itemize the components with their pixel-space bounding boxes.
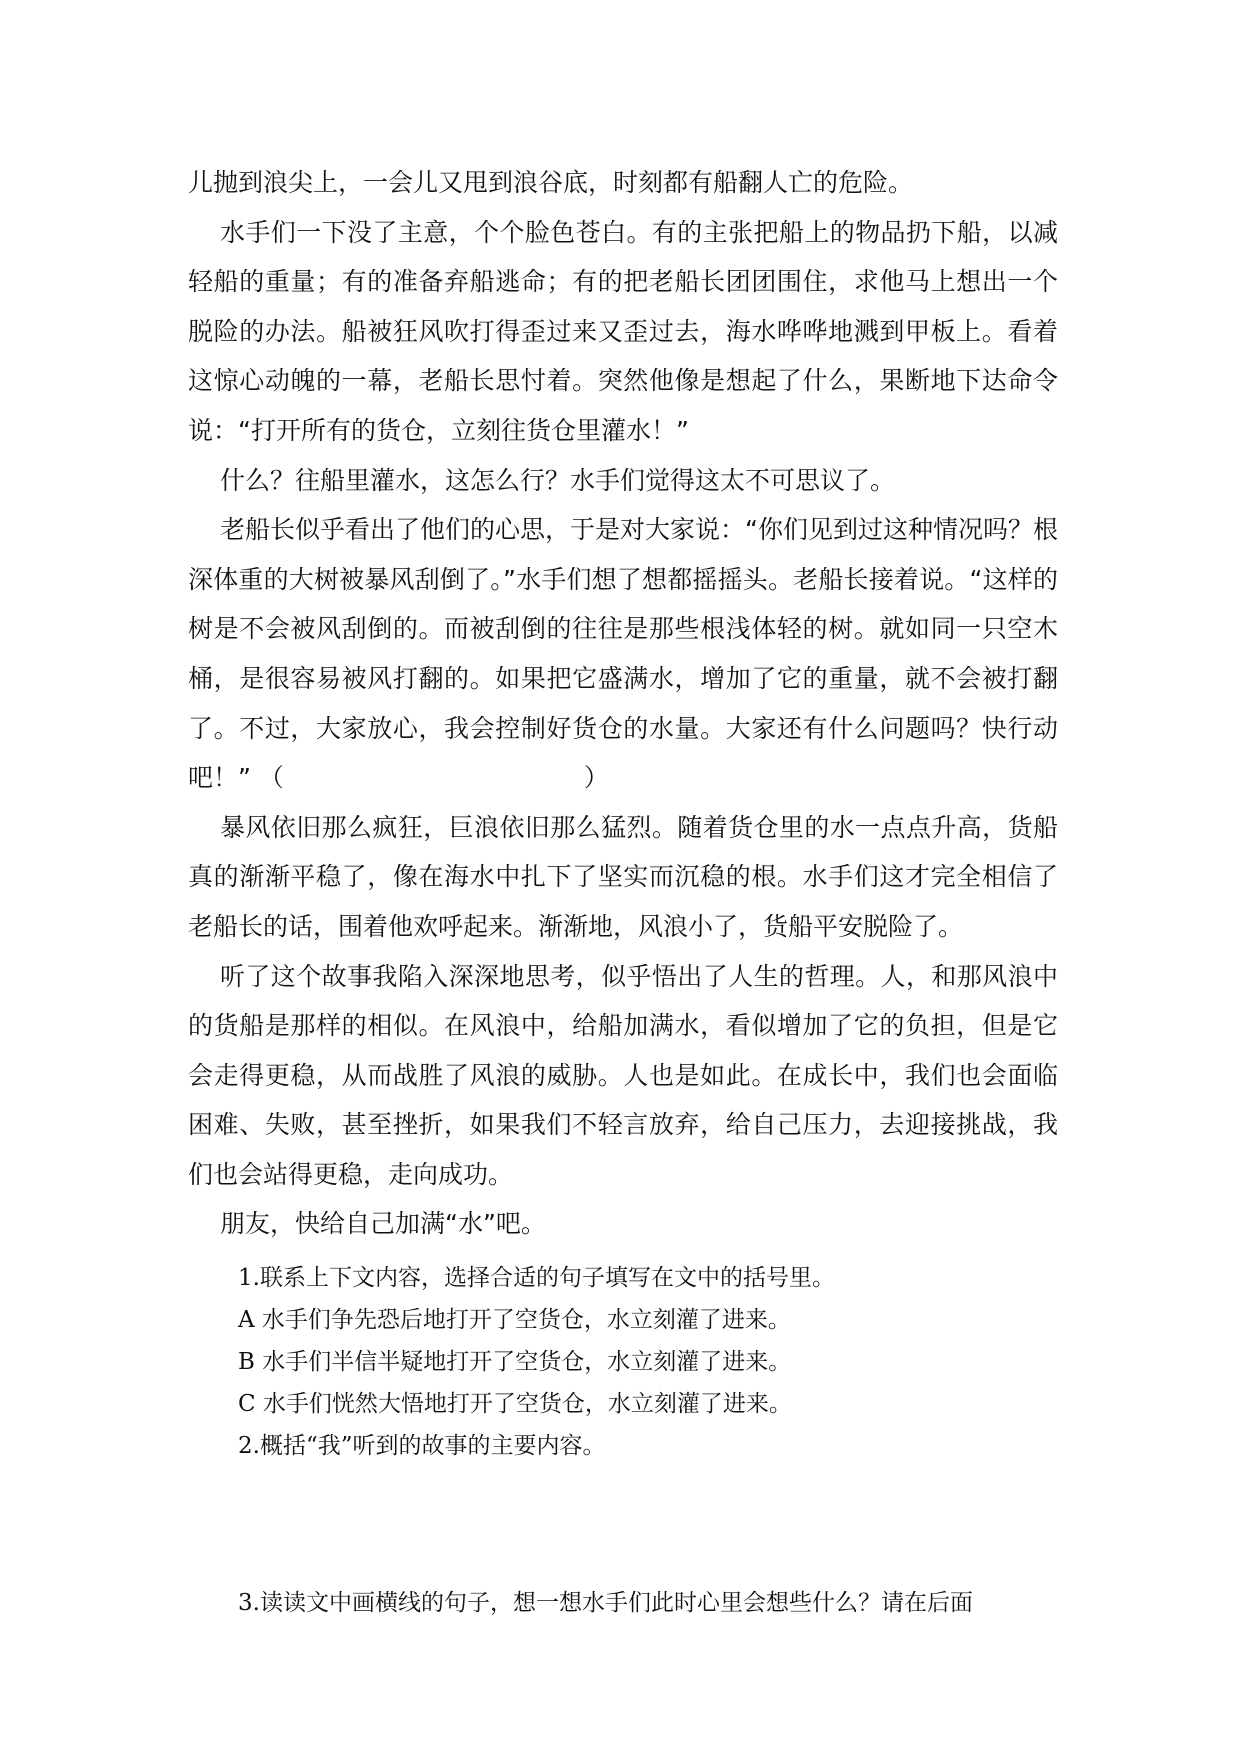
story-paragraph: 水手们一下没了主意，个个脸色苍白。有的主张把船上的物品扔下船，以减轻船的重量；有的准备弃船逃命；有的把老船长团团围住，求他马上想出一个脱险的办法。船被狂风吹打得歪过来又歪过去，海水哗哗地溅到甲板上。看着这惊心动魄的一幕，老船长思忖着。突然他像是想起了什么，果断地下达命令说：“打开所有的货仓，立刻往货仓里灌水！” (188, 217, 1058, 445)
story-paragraph: 暴风依旧那么疯狂，巨浪依旧那么猛烈。随着货仓里的水一点点升高，货船真的渐渐平稳了，像在海水中扎下了坚实而沉稳的根。水手们这才完全相信了老船长的话，围着他欢呼起来。渐渐地，风浪小了，货船平安脱险了。 (188, 812, 1058, 941)
question-1: 1.联系上下文内容，选择合适的句子填写在文中的括号里。 (238, 1265, 835, 1291)
story-paragraph-with-blank (188, 505, 1058, 803)
story-paragraph: 老船长似乎看出了他们的心思，于是对大家说：“你们见到过这种情况吗？根深体重的大树被暴风刮倒了。”水手们想了想都摇摇头。老船长接着说。“这样的树是不会被风刮倒的。而被刮倒的往往是那些根浅体轻的树。就如同一只空木桶，是很容易被风打翻的。如果把它盛满水，增加了它的重量，就不会被打翻了。不过，大家放心，我会控制好货仓的水量。大家还有什么问题吗？快行动吧！” (188, 515, 1058, 793)
question-2: 2.概括“我”听到的故事的主要内容。 (238, 1433, 606, 1459)
question-3: 3.读读文中画横线的句子，想一想水手们此时心里会想些什么？请在后面 (238, 1590, 973, 1616)
story-paragraph: 听了这个故事我陷入深深地思考，似乎悟出了人生的哲理。人，和那风浪中的货船是那样的相似。在风浪中，给船加满水，看似增加了它的负担，但是它会走得更稳，从而战胜了风浪的威胁。人也是如此。在成长中，我们也会面临困难、失败，甚至挫折，如果我们不轻言放弃，给自己压力，去迎接挑战，我们也会站得更稳，走向成功。 (188, 961, 1058, 1189)
story-paragraph: 朋友，快给自己加满“水”吧。 (220, 1209, 546, 1239)
answer-blank-close: ） (583, 763, 609, 793)
question-1-option-c: C 水手们恍然大悟地打开了空货仓，水立刻灌了进来。 (238, 1391, 792, 1417)
story-paragraph: 儿抛到浪尖上，一会儿又甩到浪谷底，时刻都有船翻人亡的危险。 (188, 168, 914, 197)
story-text (188, 158, 1058, 1249)
question-1-option-b: B 水手们半信半疑地打开了空货仓，水立刻灌了进来。 (238, 1349, 792, 1375)
question-1-option-a: A 水手们争先恐后地打开了空货仓，水立刻灌了进来。 (238, 1307, 791, 1333)
question-list (238, 1257, 1058, 1467)
answer-blank-open: （ (258, 763, 284, 793)
story-paragraph: 什么？往船里灌水，这怎么行？水手们觉得这太不可思议了。 (220, 465, 896, 495)
